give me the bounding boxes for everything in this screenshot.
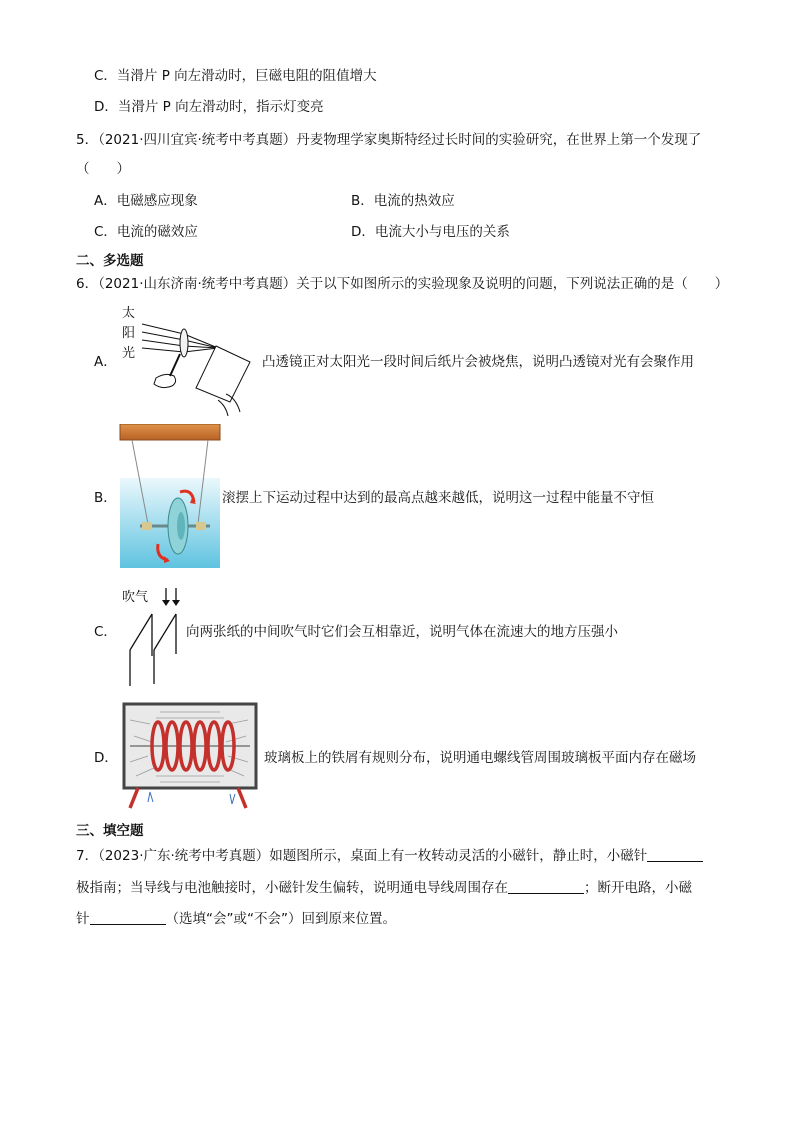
q7-line2: [76, 878, 692, 898]
q6-option-c-text: 向两张纸的中间吹气时它们会互相靠近，说明气体在流速大的地方压强小: [186, 624, 618, 640]
q6-option-a-label: A．: [94, 354, 117, 370]
q6-option-b-text: 滚摆上下运动过程中达到的最高点越来越低，说明这一过程中能量不守恒: [222, 490, 654, 506]
q5-option-a: A．电磁感应现象: [94, 193, 198, 209]
q7-line3-text-b: （选填“会”或“不会”）回到原来位置。: [165, 911, 396, 927]
q6-option-a-text: 凸透镜正对太阳光一段时间后纸片会被烧焦，说明凸透镜对光有会聚作用: [262, 354, 694, 370]
figure-char: 太: [122, 306, 136, 321]
figure-label: 吹气: [122, 590, 149, 605]
q7-line1: [76, 846, 703, 866]
q6-option-c-label: C．: [94, 624, 117, 640]
q5-option-d: D．电流大小与电压的关系: [351, 224, 510, 240]
answer-blank-1[interactable]: [647, 847, 703, 862]
q7-line3: [76, 909, 396, 929]
q7-line1-text: 7．（2023·广东·统考中考真题）如题图所示，桌面上有一枚转动灵活的小磁针，静止时，小磁针: [76, 848, 648, 864]
maxwell-wheel-figure: [118, 424, 222, 568]
figure-char: 阳: [122, 326, 136, 341]
section-title-fill-in: 三、填空题: [76, 823, 144, 839]
q4-option-c: C．当滑片 P 向左滑动时，巨磁电阻的阻值增大: [94, 68, 377, 84]
blowing-paper-figure: [118, 584, 186, 686]
figure-char: 光: [122, 346, 136, 361]
q6-stem: 6．（2021·山东济南·统考中考真题）关于以下如图所示的实验现象及说明的问题，下列说法正确的是（ ）: [76, 276, 729, 292]
q5-option-b: B．电流的热效应: [351, 193, 455, 209]
q6-option-d-text: 玻璃板上的铁屑有规则分布，说明通电螺线管周围玻璃板平面内存在磁场: [264, 750, 696, 766]
q5-option-c: C．电流的磁效应: [94, 224, 198, 240]
q5-stem-bracket: （ ）: [76, 161, 130, 177]
q5-stem: 5．（2021·四川宜宾·统考中考真题）丹麦物理学家奥斯特经过长时间的实验研究，在世界上第一个发现了: [76, 132, 702, 148]
q6-option-d-label: D．: [94, 750, 118, 766]
section-title-multi-choice: 二、多选题: [76, 253, 144, 269]
q6-option-b-label: B．: [94, 490, 117, 506]
q4-option-d: D．当滑片 P 向左滑动时，指示灯变亮: [94, 99, 324, 115]
lens-sunlight-figure: [118, 302, 258, 426]
answer-blank-2[interactable]: [508, 879, 584, 894]
q7-line2-text-a: 极指南；当导线与电池触接时，小磁针发生偏转，说明通电导线周围存在: [76, 880, 508, 896]
q7-line2-text-b: ；断开电路，小磁: [584, 880, 692, 896]
q7-line3-text-a: 针: [76, 911, 90, 927]
solenoid-iron-filings-figure: [120, 702, 260, 810]
answer-blank-3[interactable]: [90, 910, 166, 925]
